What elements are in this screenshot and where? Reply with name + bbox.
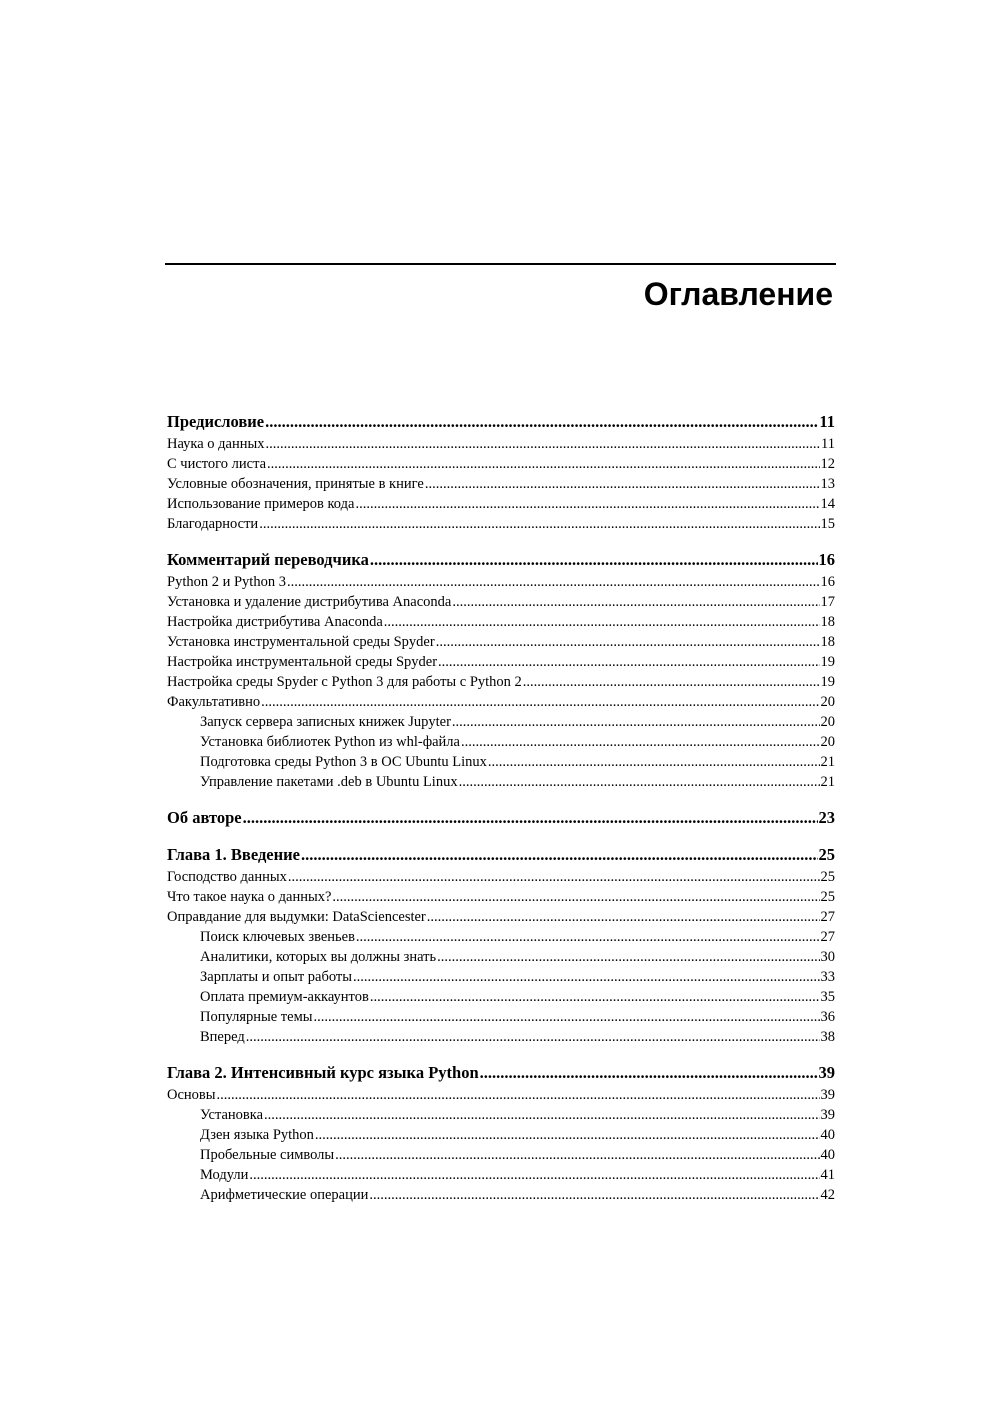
toc-entry-title: Комментарий переводчика <box>167 550 369 569</box>
toc-entry-title: Глава 1. Введение <box>167 845 300 864</box>
dot-leader <box>356 927 820 947</box>
toc-page-number: 23 <box>818 808 835 827</box>
toc-entry-title: Об авторе <box>167 808 242 827</box>
title-rule <box>165 263 836 265</box>
dot-leader <box>437 947 819 967</box>
toc-page-number: 40 <box>820 1127 835 1143</box>
dot-leader <box>370 987 820 1007</box>
toc-subsection[interactable] <box>167 927 835 947</box>
toc-subsection[interactable] <box>167 987 835 1007</box>
toc-entry-title: Оплата премиум-аккаунтов <box>200 989 369 1005</box>
toc-section <box>167 1062 835 1205</box>
toc-entry-title: Глава 2. Интенсивный курс языка Python <box>167 1063 479 1082</box>
toc-entry-title: Предисловие <box>167 412 265 431</box>
toc-entry-title: Аналитики, которых вы должны знать <box>200 949 437 965</box>
dot-leader <box>488 752 820 772</box>
dot-leader <box>370 549 818 571</box>
toc-page-number: 38 <box>820 1029 835 1045</box>
toc-page-number: 19 <box>820 654 835 670</box>
toc-entry-title: Установка инструментальной среды Spyder <box>167 634 435 650</box>
toc-subsection[interactable] <box>167 1007 835 1027</box>
page-title: Оглавление <box>643 276 833 312</box>
toc-subsection[interactable] <box>167 1125 835 1145</box>
dot-leader <box>332 887 819 907</box>
dot-leader <box>259 514 819 534</box>
toc-entry-title: Что такое наука о данных? <box>167 889 332 905</box>
dot-leader <box>315 1125 820 1145</box>
toc-page-number: 20 <box>820 714 835 730</box>
toc-page-number: 36 <box>820 1009 835 1025</box>
toc-section-entry[interactable] <box>167 612 835 632</box>
toc-entry-title: Наука о данных <box>167 436 265 452</box>
dot-leader <box>301 844 818 866</box>
toc-subsection[interactable] <box>167 772 835 792</box>
toc-page-number: 40 <box>820 1147 835 1163</box>
toc-page-number: 25 <box>818 845 835 864</box>
toc-entry-title: Установка <box>200 1107 264 1123</box>
toc-section-entry[interactable] <box>167 454 835 474</box>
toc-section-entry[interactable] <box>167 514 835 534</box>
toc-entry-title: Настройка инструментальной среды Spyder <box>167 654 438 670</box>
toc-page-number: 39 <box>820 1087 835 1103</box>
toc-section <box>167 411 835 534</box>
toc-entry-title: Установка библиотек Python из whl-файла <box>200 734 460 750</box>
toc-section-entry[interactable] <box>167 572 835 592</box>
toc-section-entry[interactable] <box>167 887 835 907</box>
toc-page-number: 21 <box>820 754 835 770</box>
toc-entry-title: Арифметические операции <box>200 1187 369 1203</box>
toc-subsection[interactable] <box>167 712 835 732</box>
dot-leader <box>369 1185 819 1205</box>
dot-leader <box>265 411 818 433</box>
dot-leader <box>288 867 820 887</box>
toc-chapter-heading[interactable] <box>167 807 835 829</box>
toc-entry-title: Благодарности <box>167 516 259 532</box>
toc-subsection[interactable] <box>167 967 835 987</box>
toc-page-number: 20 <box>820 734 835 750</box>
dot-leader <box>287 572 820 592</box>
dot-leader <box>264 1105 819 1125</box>
toc-entry-title: Управление пакетами .deb в Ubuntu Linux <box>200 774 458 790</box>
toc-page-number: 39 <box>818 1063 835 1082</box>
table-of-contents <box>167 411 835 1205</box>
dot-leader <box>438 652 819 672</box>
toc-page-number: 18 <box>820 614 835 630</box>
dot-leader <box>427 907 820 927</box>
toc-page-number: 12 <box>820 456 835 472</box>
toc-page-number: 16 <box>818 550 835 569</box>
dot-leader <box>243 807 818 829</box>
dot-leader <box>217 1085 820 1105</box>
toc-page-number: 35 <box>820 989 835 1005</box>
dot-leader <box>261 692 819 712</box>
toc-subsection[interactable] <box>167 1027 835 1047</box>
toc-subsection[interactable] <box>167 1165 835 1185</box>
toc-entry-title: Установка и удаление дистрибутива Anaconda <box>167 594 452 610</box>
toc-entry-title: Пробельные символы <box>200 1147 335 1163</box>
toc-page-number: 25 <box>820 889 835 905</box>
toc-section-entry[interactable] <box>167 494 835 514</box>
toc-section <box>167 844 835 1047</box>
toc-entry-title: Подготовка среды Python 3 в ОС Ubuntu Linux <box>200 754 487 770</box>
dot-leader <box>425 474 820 494</box>
toc-entry-title: Использование примеров кода <box>167 496 355 512</box>
dot-leader <box>355 494 819 514</box>
toc-page-number: 21 <box>820 774 835 790</box>
toc-section-entry[interactable] <box>167 652 835 672</box>
toc-entry-title: Господство данных <box>167 869 287 885</box>
toc-entry-title: Запуск сервера записных книжек Jupyter <box>200 714 451 730</box>
toc-section-entry[interactable] <box>167 474 835 494</box>
toc-subsection[interactable] <box>167 1185 835 1205</box>
toc-page-number: 16 <box>820 574 835 590</box>
dot-leader <box>461 732 820 752</box>
dot-leader <box>249 1165 819 1185</box>
toc-page-number: 18 <box>820 634 835 650</box>
toc-chapter-heading[interactable] <box>167 1062 835 1084</box>
toc-chapter-heading[interactable] <box>167 844 835 866</box>
toc-page-number: 19 <box>820 674 835 690</box>
toc-entry-title: Дзен языка Python <box>200 1127 314 1143</box>
toc-section-entry[interactable] <box>167 907 835 927</box>
toc-entry-title: Настройка среды Spyder с Python 3 для работы с Python 2 <box>167 674 522 690</box>
dot-leader <box>267 454 819 474</box>
toc-page-number: 39 <box>820 1107 835 1123</box>
dot-leader <box>353 967 819 987</box>
toc-page-number: 11 <box>821 436 835 452</box>
toc-page-number: 30 <box>820 949 835 965</box>
toc-section-entry[interactable] <box>167 592 835 612</box>
toc-page-number: 11 <box>819 412 835 431</box>
toc-entry-title: Условные обозначения, принятые в книге <box>167 476 424 492</box>
dot-leader <box>246 1027 820 1047</box>
toc-section <box>167 807 835 829</box>
toc-subsection[interactable] <box>167 947 835 967</box>
toc-page-number: 25 <box>820 869 835 885</box>
toc-page-number: 13 <box>820 476 835 492</box>
dot-leader <box>480 1062 818 1084</box>
toc-section-entry[interactable] <box>167 434 835 454</box>
toc-page-number: 17 <box>820 594 835 610</box>
toc-entry-title: Факультативно <box>167 694 261 710</box>
toc-page-number: 27 <box>820 909 835 925</box>
dot-leader <box>266 434 821 454</box>
toc-entry-title: Оправдание для выдумки: DataSciencester <box>167 909 426 925</box>
toc-page-number: 41 <box>820 1167 835 1183</box>
dot-leader <box>459 772 820 792</box>
toc-chapter-heading[interactable] <box>167 549 835 571</box>
toc-section-entry[interactable] <box>167 692 835 712</box>
dot-leader <box>452 592 819 612</box>
toc-section <box>167 549 835 792</box>
dot-leader <box>523 672 820 692</box>
toc-entry-title: Основы <box>167 1087 216 1103</box>
toc-section-entry[interactable] <box>167 1085 835 1105</box>
toc-page-number: 33 <box>820 969 835 985</box>
toc-page-number: 27 <box>820 929 835 945</box>
toc-entry-title: С чистого листа <box>167 456 267 472</box>
toc-entry-title: Модули <box>200 1167 249 1183</box>
toc-subsection[interactable] <box>167 1105 835 1125</box>
toc-entry-title: Вперед <box>200 1029 245 1045</box>
toc-entry-title: Python 2 и Python 3 <box>167 574 286 590</box>
toc-page-number: 20 <box>820 694 835 710</box>
toc-section-entry[interactable] <box>167 867 835 887</box>
dot-leader <box>384 612 820 632</box>
toc-subsection[interactable] <box>167 752 835 772</box>
toc-section-entry[interactable] <box>167 672 835 692</box>
toc-subsection[interactable] <box>167 1145 835 1165</box>
toc-entry-title: Настройка дистрибутива Anaconda <box>167 614 383 630</box>
toc-section-entry[interactable] <box>167 632 835 652</box>
dot-leader <box>452 712 820 732</box>
toc-chapter-heading[interactable] <box>167 411 835 433</box>
dot-leader <box>314 1007 820 1027</box>
toc-page-number: 42 <box>820 1187 835 1203</box>
toc-subsection[interactable] <box>167 732 835 752</box>
dot-leader <box>335 1145 819 1165</box>
toc-entry-title: Популярные темы <box>200 1009 313 1025</box>
toc-entry-title: Зарплаты и опыт работы <box>200 969 353 985</box>
toc-page-number: 15 <box>820 516 835 532</box>
toc-page-number: 14 <box>820 496 835 512</box>
dot-leader <box>436 632 820 652</box>
toc-entry-title: Поиск ключевых звеньев <box>200 929 355 945</box>
